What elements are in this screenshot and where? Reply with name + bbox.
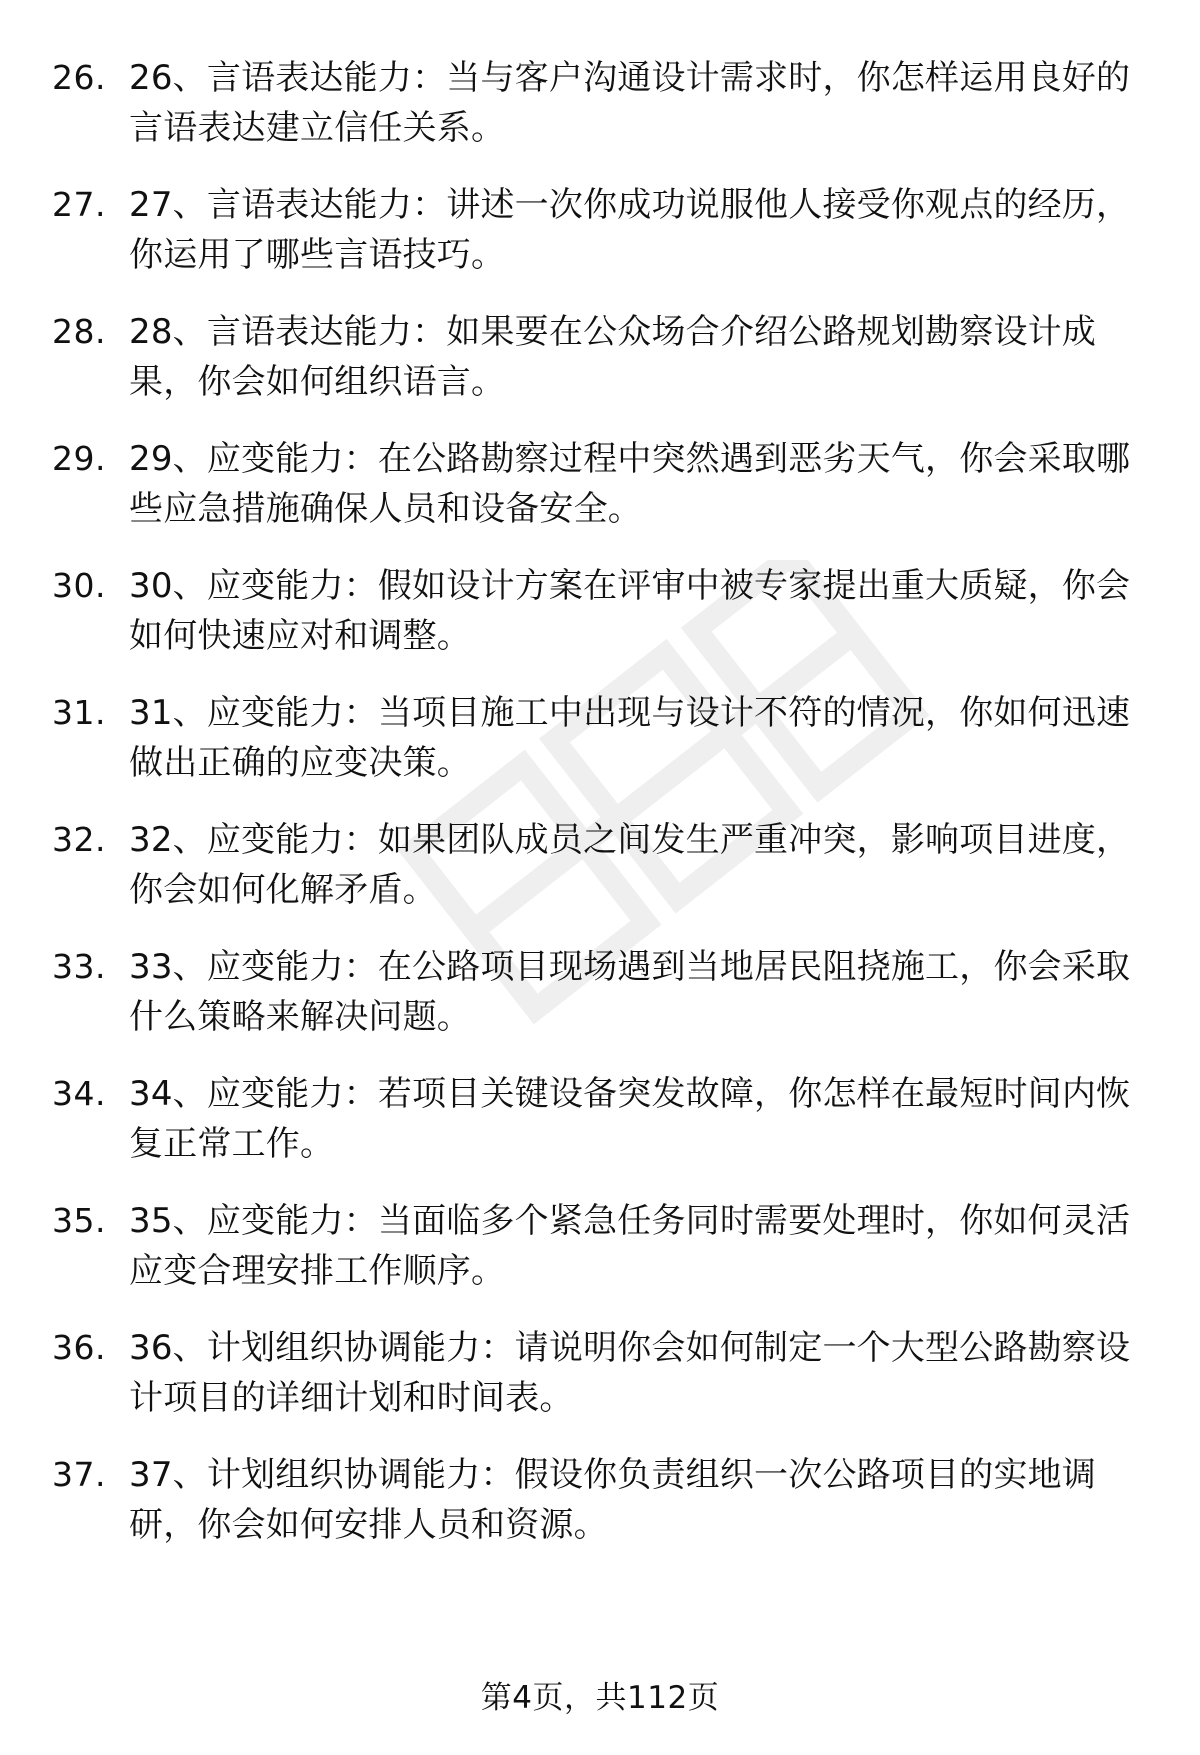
question-text: 35、应变能力：当面临多个紧急任务同时需要处理时，你如何灵活应变合理安排工作顺序。 [129,1201,1131,1291]
list-item [0,1201,1200,1328]
question-number: 30. [52,566,106,605]
list-item [0,1074,1200,1201]
question-number: 37. [52,1455,106,1494]
question-number: 33. [52,947,106,986]
list-item [0,947,1200,1074]
list-item [0,58,1200,185]
question-number: 26. [52,58,106,97]
question-text: 26、言语表达能力：当与客户沟通设计需求时，你怎样运用良好的言语表达建立信任关系。 [129,58,1131,148]
list-item [0,1328,1200,1455]
question-text: 28、言语表达能力：如果要在公众场合介绍公路规划勘察设计成果，你会如何组织语言。 [129,312,1097,402]
question-text: 33、应变能力：在公路项目现场遇到当地居民阻挠施工，你会采取什么策略来解决问题。 [129,947,1131,1037]
question-number: 32. [52,820,106,859]
question-list [0,58,1200,1582]
question-number: 31. [52,693,106,732]
list-item [0,312,1200,439]
question-number: 35. [52,1201,106,1240]
question-number: 27. [52,185,106,224]
question-text: 32、应变能力：如果团队成员之间发生严重冲突，影响项目进度，你会如何化解矛盾。 [129,820,1131,910]
list-item [0,439,1200,566]
list-item [0,185,1200,312]
question-text: 31、应变能力：当项目施工中出现与设计不符的情况，你如何迅速做出正确的应变决策。 [129,693,1131,783]
question-text: 37、计划组织协调能力：假设你负责组织一次公路项目的实地调研，你会如何安排人员和资源。 [129,1455,1097,1545]
list-item [0,820,1200,947]
list-item [0,1455,1200,1582]
question-text: 34、应变能力：若项目关键设备突发故障，你怎样在最短时间内恢复正常工作。 [129,1074,1131,1164]
question-text: 36、计划组织协调能力：请说明你会如何制定一个大型公路勘察设计项目的详细计划和时间表。 [129,1328,1131,1418]
question-number: 28. [52,312,106,351]
page-footer: 第4页，共112页 [480,1680,720,1716]
question-number: 36. [52,1328,106,1367]
question-text: 27、言语表达能力：讲述一次你成功说服他人接受你观点的经历，你运用了哪些言语技巧。 [129,185,1131,275]
list-item [0,566,1200,693]
question-number: 34. [52,1074,106,1113]
question-number: 29. [52,439,106,478]
question-text: 29、应变能力：在公路勘察过程中突然遇到恶劣天气，你会采取哪些应急措施确保人员和设备安全。 [129,439,1131,529]
list-item [0,693,1200,820]
question-text: 30、应变能力：假如设计方案在评审中被专家提出重大质疑，你会如何快速应对和调整。 [129,566,1131,656]
